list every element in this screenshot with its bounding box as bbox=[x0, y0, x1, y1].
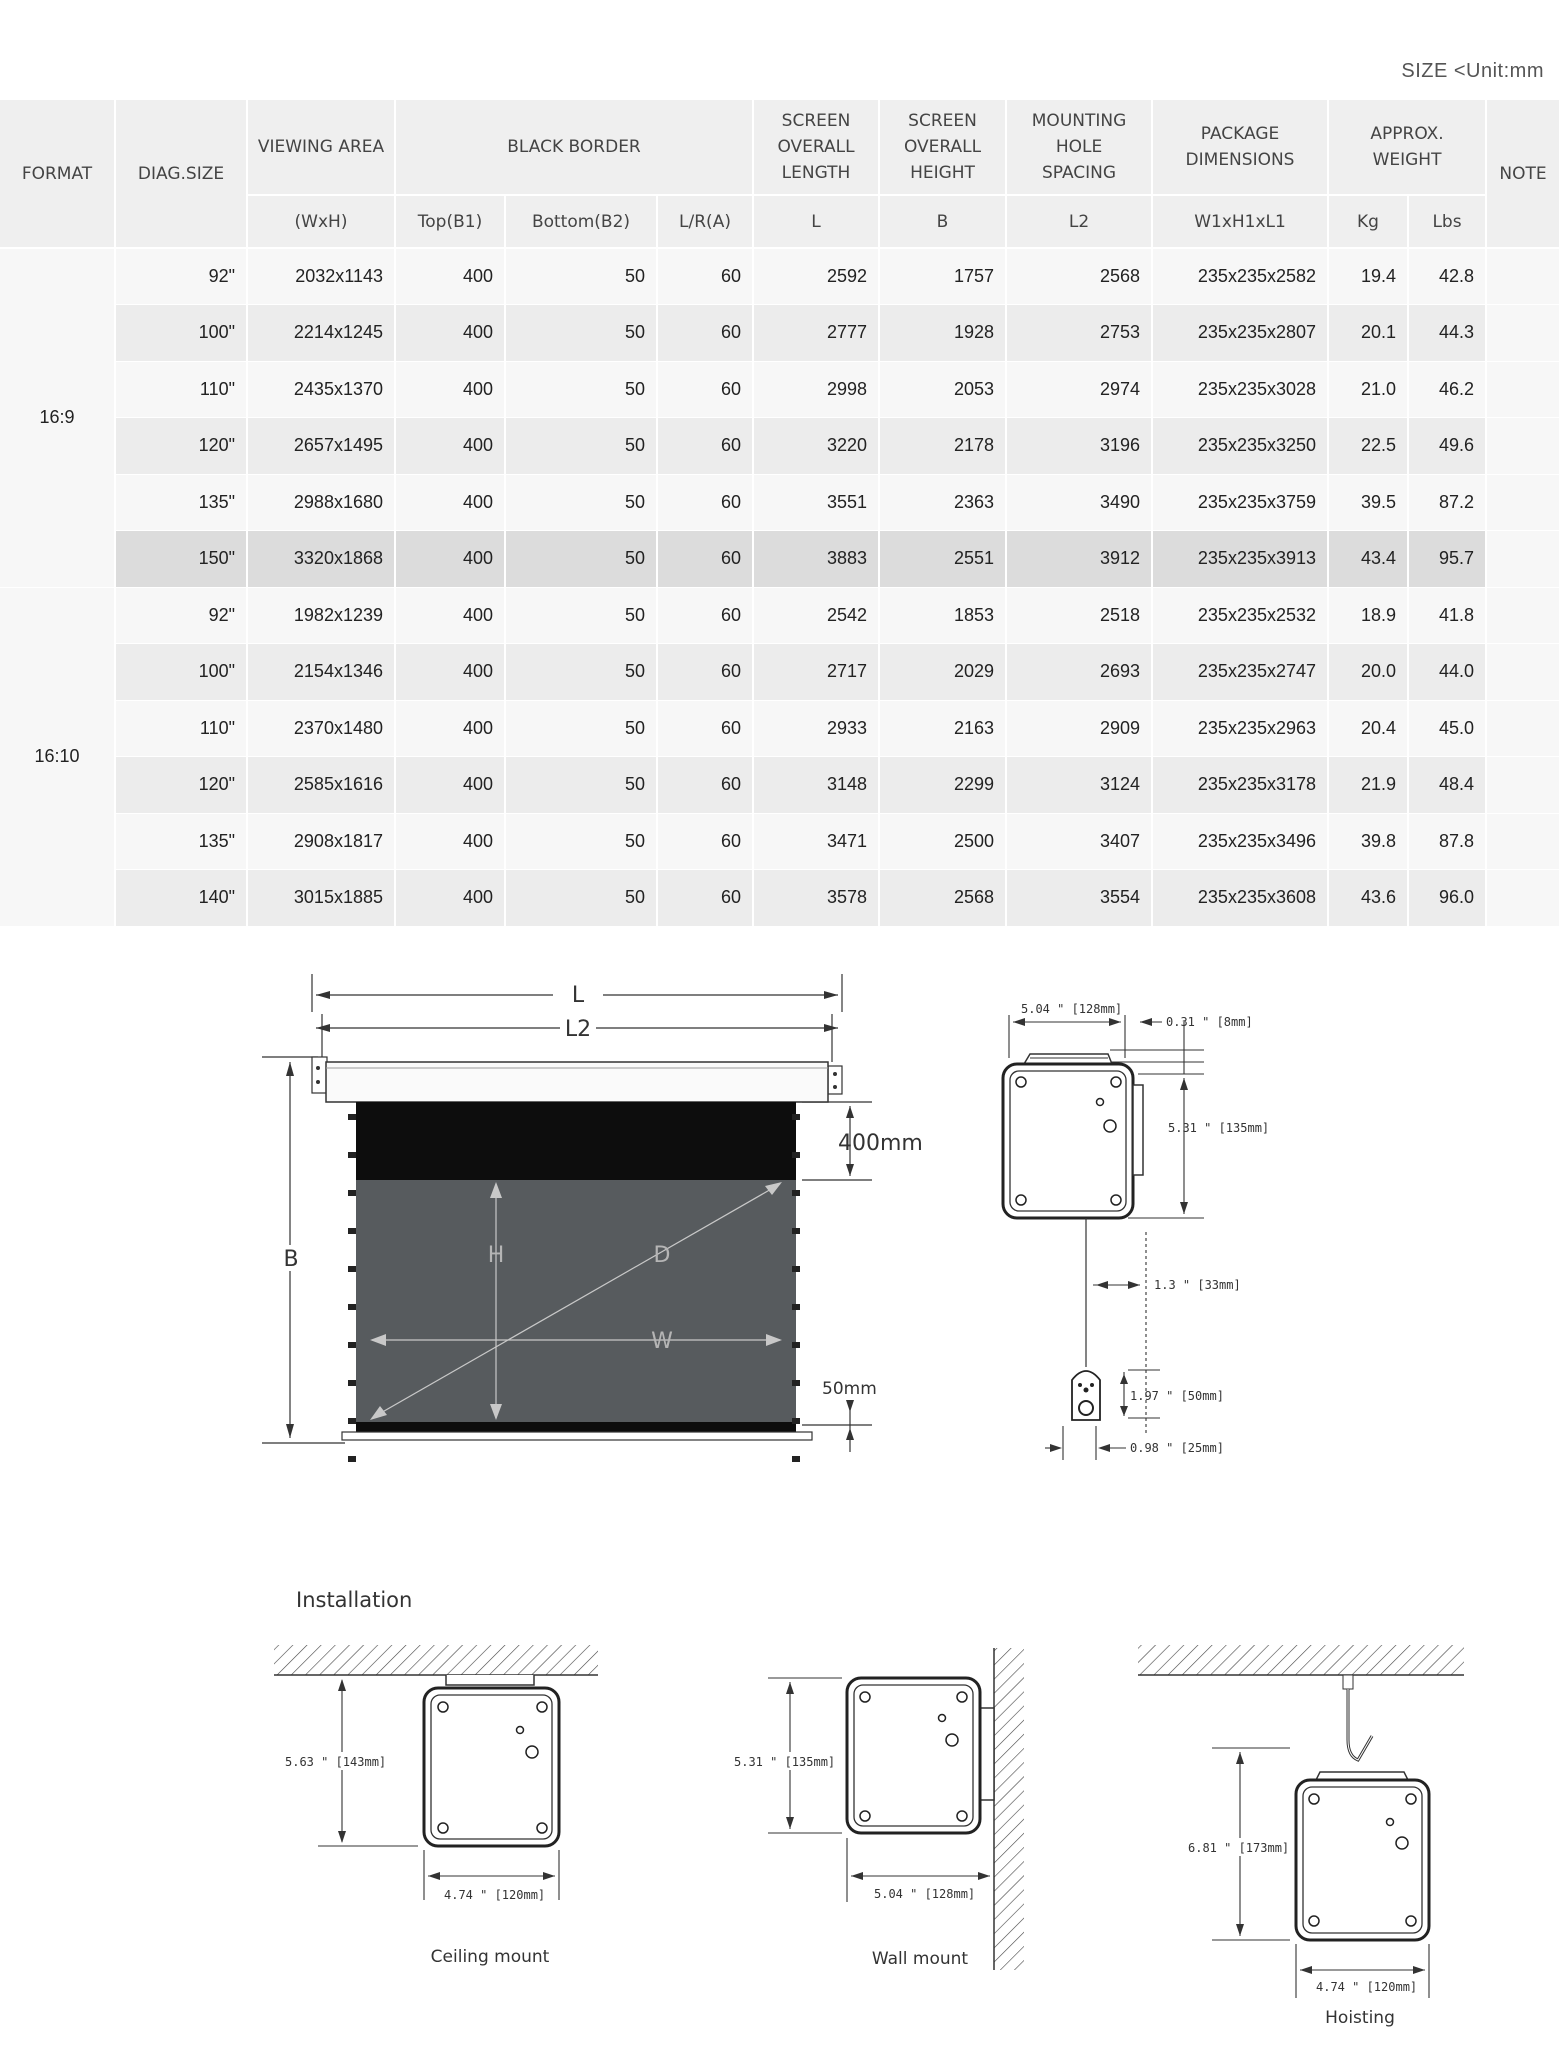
table-cell: 2435x1370 bbox=[247, 361, 395, 418]
table-cell: 235x235x3913 bbox=[1152, 531, 1328, 588]
table-cell: 400 bbox=[395, 757, 505, 814]
table-cell: 3320x1868 bbox=[247, 531, 395, 588]
size-title: SIZE <Unit:mm bbox=[1401, 60, 1544, 82]
table-cell: 3883 bbox=[753, 531, 879, 588]
table-cell: 235x235x3759 bbox=[1152, 474, 1328, 531]
table-cell: 41.8 bbox=[1408, 587, 1486, 644]
table-cell: 96.0 bbox=[1408, 870, 1486, 927]
wall-mount-label: Wall mount bbox=[871, 1949, 969, 1969]
table-cell: 42.8 bbox=[1408, 248, 1486, 305]
hoisting-label: Hoisting bbox=[1325, 2008, 1395, 2028]
table-cell: 87.8 bbox=[1408, 813, 1486, 870]
table-cell: 2500 bbox=[879, 813, 1006, 870]
table-cell: 2585x1616 bbox=[247, 757, 395, 814]
table-cell: 2178 bbox=[879, 418, 1006, 475]
wall-width-label: 5.04 " [128mm] bbox=[874, 1887, 976, 1901]
header-overall-length: SCREEN OVERALL LENGTH bbox=[753, 100, 879, 195]
table-cell: 43.4 bbox=[1328, 531, 1408, 588]
table-cell: 50 bbox=[505, 700, 657, 757]
table-cell: 400 bbox=[395, 870, 505, 927]
label-W: W bbox=[651, 1329, 673, 1354]
table-cell: 2032x1143 bbox=[247, 248, 395, 305]
side-cable-label: 1.3 " [33mm] bbox=[1154, 1278, 1241, 1292]
subheader-lr: L/R(A) bbox=[657, 195, 753, 248]
table-cell: 1853 bbox=[879, 587, 1006, 644]
subheader-kg: Kg bbox=[1328, 195, 1408, 248]
table-cell: 43.6 bbox=[1328, 870, 1408, 927]
side-width-label: 5.04 " [128mm] bbox=[1021, 1002, 1123, 1016]
table-cell: 235x235x3608 bbox=[1152, 870, 1328, 927]
table-cell: 45.0 bbox=[1408, 700, 1486, 757]
table-cell: 60 bbox=[657, 474, 753, 531]
table-cell: 60 bbox=[657, 870, 753, 927]
ceiling-mount-diagram bbox=[274, 1645, 598, 1967]
side-height-label: 5.31 " [135mm] bbox=[1168, 1121, 1270, 1135]
table-cell: 235x235x2807 bbox=[1152, 305, 1328, 362]
table-cell: 2370x1480 bbox=[247, 700, 395, 757]
header-viewing-area: VIEWING AREA bbox=[247, 100, 395, 195]
subheader-b: B bbox=[879, 195, 1006, 248]
table-cell: 60 bbox=[657, 418, 753, 475]
label-L: L bbox=[571, 983, 585, 1008]
table-cell: 50 bbox=[505, 757, 657, 814]
table-cell: 3124 bbox=[1006, 757, 1152, 814]
subheader-l: L bbox=[753, 195, 879, 248]
table-cell: 49.6 bbox=[1408, 418, 1486, 475]
table-cell: 2363 bbox=[879, 474, 1006, 531]
table-cell: 60 bbox=[657, 587, 753, 644]
wall-height-label: 5.31 " [135mm] bbox=[734, 1755, 836, 1769]
table-cell: 50 bbox=[505, 474, 657, 531]
table-cell: 92" bbox=[115, 587, 247, 644]
table-cell: 110" bbox=[115, 361, 247, 418]
table-cell: 50 bbox=[505, 813, 657, 870]
table-cell: 60 bbox=[657, 644, 753, 701]
table-cell: 3554 bbox=[1006, 870, 1152, 927]
table-cell: 3407 bbox=[1006, 813, 1152, 870]
table-cell: 120" bbox=[115, 757, 247, 814]
table-cell: 1982x1239 bbox=[247, 587, 395, 644]
table-cell: 3578 bbox=[753, 870, 879, 927]
table-cell: 2568 bbox=[1006, 248, 1152, 305]
table-cell: 3490 bbox=[1006, 474, 1152, 531]
table-cell: 50 bbox=[505, 361, 657, 418]
table-cell: 400 bbox=[395, 248, 505, 305]
table-cell: 235x235x3178 bbox=[1152, 757, 1328, 814]
table-cell: 400 bbox=[395, 644, 505, 701]
table-cell: 135" bbox=[115, 813, 247, 870]
table-cell: 400 bbox=[395, 700, 505, 757]
table-cell: 100" bbox=[115, 644, 247, 701]
header-diag-size: DIAG.SIZE bbox=[115, 100, 247, 248]
table-cell: 50 bbox=[505, 587, 657, 644]
table-cell: 2753 bbox=[1006, 305, 1152, 362]
table-cell: 95.7 bbox=[1408, 531, 1486, 588]
header-mounting-spacing: MOUNTING HOLE SPACING bbox=[1006, 100, 1152, 195]
subheader-wxh: (WxH) bbox=[247, 195, 395, 248]
table-cell: 2299 bbox=[879, 757, 1006, 814]
hoisting-height-label: 6.81 " [173mm] bbox=[1188, 1841, 1290, 1855]
header-weight: APPROX. WEIGHT bbox=[1328, 100, 1486, 195]
table-cell: 2777 bbox=[753, 305, 879, 362]
label-L2: L2 bbox=[564, 1017, 592, 1042]
table-cell: 50 bbox=[505, 248, 657, 305]
ceiling-mount-label: Ceiling mount bbox=[430, 1947, 550, 1967]
table-cell: 2053 bbox=[879, 361, 1006, 418]
table-cell: 400 bbox=[395, 361, 505, 418]
label-50mm: 50mm bbox=[822, 1379, 877, 1399]
table-cell: 21.0 bbox=[1328, 361, 1408, 418]
table-cell: 2163 bbox=[879, 700, 1006, 757]
table-cell: 2974 bbox=[1006, 361, 1152, 418]
table-cell: 60 bbox=[657, 248, 753, 305]
subheader-package: W1xH1xL1 bbox=[1152, 195, 1328, 248]
table-cell: 1757 bbox=[879, 248, 1006, 305]
subheader-lbs: Lbs bbox=[1408, 195, 1486, 248]
table-cell: 2551 bbox=[879, 531, 1006, 588]
table-cell: 2909 bbox=[1006, 700, 1152, 757]
table-cell: 60 bbox=[657, 700, 753, 757]
table-cell: 400 bbox=[395, 531, 505, 588]
table-cell: 2933 bbox=[753, 700, 879, 757]
table-cell: 235x235x3496 bbox=[1152, 813, 1328, 870]
table-cell: 400 bbox=[395, 813, 505, 870]
label-B: B bbox=[283, 1247, 299, 1272]
table-cell: 235x235x2582 bbox=[1152, 248, 1328, 305]
label-400mm: 400mm bbox=[838, 1131, 923, 1156]
table-cell: 235x235x3250 bbox=[1152, 418, 1328, 475]
table-cell: 2657x1495 bbox=[247, 418, 395, 475]
table-cell: 50 bbox=[505, 418, 657, 475]
table-cell: 20.1 bbox=[1328, 305, 1408, 362]
table-cell: 2988x1680 bbox=[247, 474, 395, 531]
table-cell: 3912 bbox=[1006, 531, 1152, 588]
table-cell: 400 bbox=[395, 305, 505, 362]
table-cell: 2693 bbox=[1006, 644, 1152, 701]
table-cell: 19.4 bbox=[1328, 248, 1408, 305]
side-remote-h-label: 1.97 " [50mm] bbox=[1130, 1389, 1224, 1403]
table-cell: 2214x1245 bbox=[247, 305, 395, 362]
table-cell: 20.0 bbox=[1328, 644, 1408, 701]
table-cell: 2029 bbox=[879, 644, 1006, 701]
format-cell: 16:9 bbox=[0, 248, 115, 587]
header-package: PACKAGE DIMENSIONS bbox=[1152, 100, 1328, 195]
table-cell: 110" bbox=[115, 700, 247, 757]
table-cell: 44.3 bbox=[1408, 305, 1486, 362]
hoisting-width-label: 4.74 " [120mm] bbox=[1316, 1980, 1418, 1994]
table-cell: 50 bbox=[505, 531, 657, 588]
table-cell: 3471 bbox=[753, 813, 879, 870]
table-cell: 400 bbox=[395, 474, 505, 531]
table-cell: 3196 bbox=[1006, 418, 1152, 475]
ceiling-height-label: 5.63 " [143mm] bbox=[285, 1755, 387, 1769]
subheader-l2: L2 bbox=[1006, 195, 1152, 248]
table-cell: 21.9 bbox=[1328, 757, 1408, 814]
table-cell: 400 bbox=[395, 418, 505, 475]
table-cell: 2518 bbox=[1006, 587, 1152, 644]
table-cell: 22.5 bbox=[1328, 418, 1408, 475]
table-cell: 2542 bbox=[753, 587, 879, 644]
side-remote-w-label: 0.98 " [25mm] bbox=[1130, 1441, 1224, 1455]
table-cell: 20.4 bbox=[1328, 700, 1408, 757]
table-cell: 400 bbox=[395, 587, 505, 644]
table-cell: 235x235x2963 bbox=[1152, 700, 1328, 757]
table-cell: 60 bbox=[657, 813, 753, 870]
header-format: FORMAT bbox=[0, 100, 115, 248]
installation-title: Installation bbox=[296, 1588, 413, 1612]
table-cell: 60 bbox=[657, 757, 753, 814]
table-cell: 235x235x3028 bbox=[1152, 361, 1328, 418]
label-H: H bbox=[487, 1243, 505, 1268]
table-cell: 235x235x2532 bbox=[1152, 587, 1328, 644]
hoisting-diagram bbox=[1138, 1645, 1464, 2028]
table-cell: 100" bbox=[115, 305, 247, 362]
table-cell: 60 bbox=[657, 531, 753, 588]
table-cell: 50 bbox=[505, 644, 657, 701]
ceiling-width-label: 4.74 " [120mm] bbox=[444, 1888, 546, 1902]
table-cell: 2908x1817 bbox=[247, 813, 395, 870]
table-cell: 39.5 bbox=[1328, 474, 1408, 531]
table-cell: 3551 bbox=[753, 474, 879, 531]
table-cell: 120" bbox=[115, 418, 247, 475]
table-cell: 60 bbox=[657, 361, 753, 418]
table-cell: 2154x1346 bbox=[247, 644, 395, 701]
table-cell: 50 bbox=[505, 870, 657, 927]
table-cell: 235x235x2747 bbox=[1152, 644, 1328, 701]
table-cell: 140" bbox=[115, 870, 247, 927]
table-cell: 2998 bbox=[753, 361, 879, 418]
table-cell: 39.8 bbox=[1328, 813, 1408, 870]
table-cell: 87.2 bbox=[1408, 474, 1486, 531]
table-cell: 150" bbox=[115, 531, 247, 588]
header-note: NOTE bbox=[1486, 100, 1560, 248]
table-cell: 2717 bbox=[753, 644, 879, 701]
header-black-border: BLACK BORDER bbox=[395, 100, 753, 195]
table-cell: 1928 bbox=[879, 305, 1006, 362]
table-cell: 50 bbox=[505, 305, 657, 362]
header-overall-height: SCREEN OVERALL HEIGHT bbox=[879, 100, 1006, 195]
table-cell: 3220 bbox=[753, 418, 879, 475]
table-cell: 2592 bbox=[753, 248, 879, 305]
table-cell: 60 bbox=[657, 305, 753, 362]
side-bracket-label: 0.31 " [8mm] bbox=[1166, 1015, 1253, 1029]
table-cell: 18.9 bbox=[1328, 587, 1408, 644]
format-cell: 16:10 bbox=[0, 587, 115, 926]
subheader-top: Top(B1) bbox=[395, 195, 505, 248]
table-cell: 3148 bbox=[753, 757, 879, 814]
table-cell: 46.2 bbox=[1408, 361, 1486, 418]
table-cell: 135" bbox=[115, 474, 247, 531]
table-cell: 3015x1885 bbox=[247, 870, 395, 927]
table-cell: 44.0 bbox=[1408, 644, 1486, 701]
label-D: D bbox=[653, 1243, 671, 1268]
table-cell: 2568 bbox=[879, 870, 1006, 927]
table-cell: 92" bbox=[115, 248, 247, 305]
table-cell: 48.4 bbox=[1408, 757, 1486, 814]
subheader-bottom: Bottom(B2) bbox=[505, 195, 657, 248]
wall-mount-diagram bbox=[732, 1648, 1024, 1970]
